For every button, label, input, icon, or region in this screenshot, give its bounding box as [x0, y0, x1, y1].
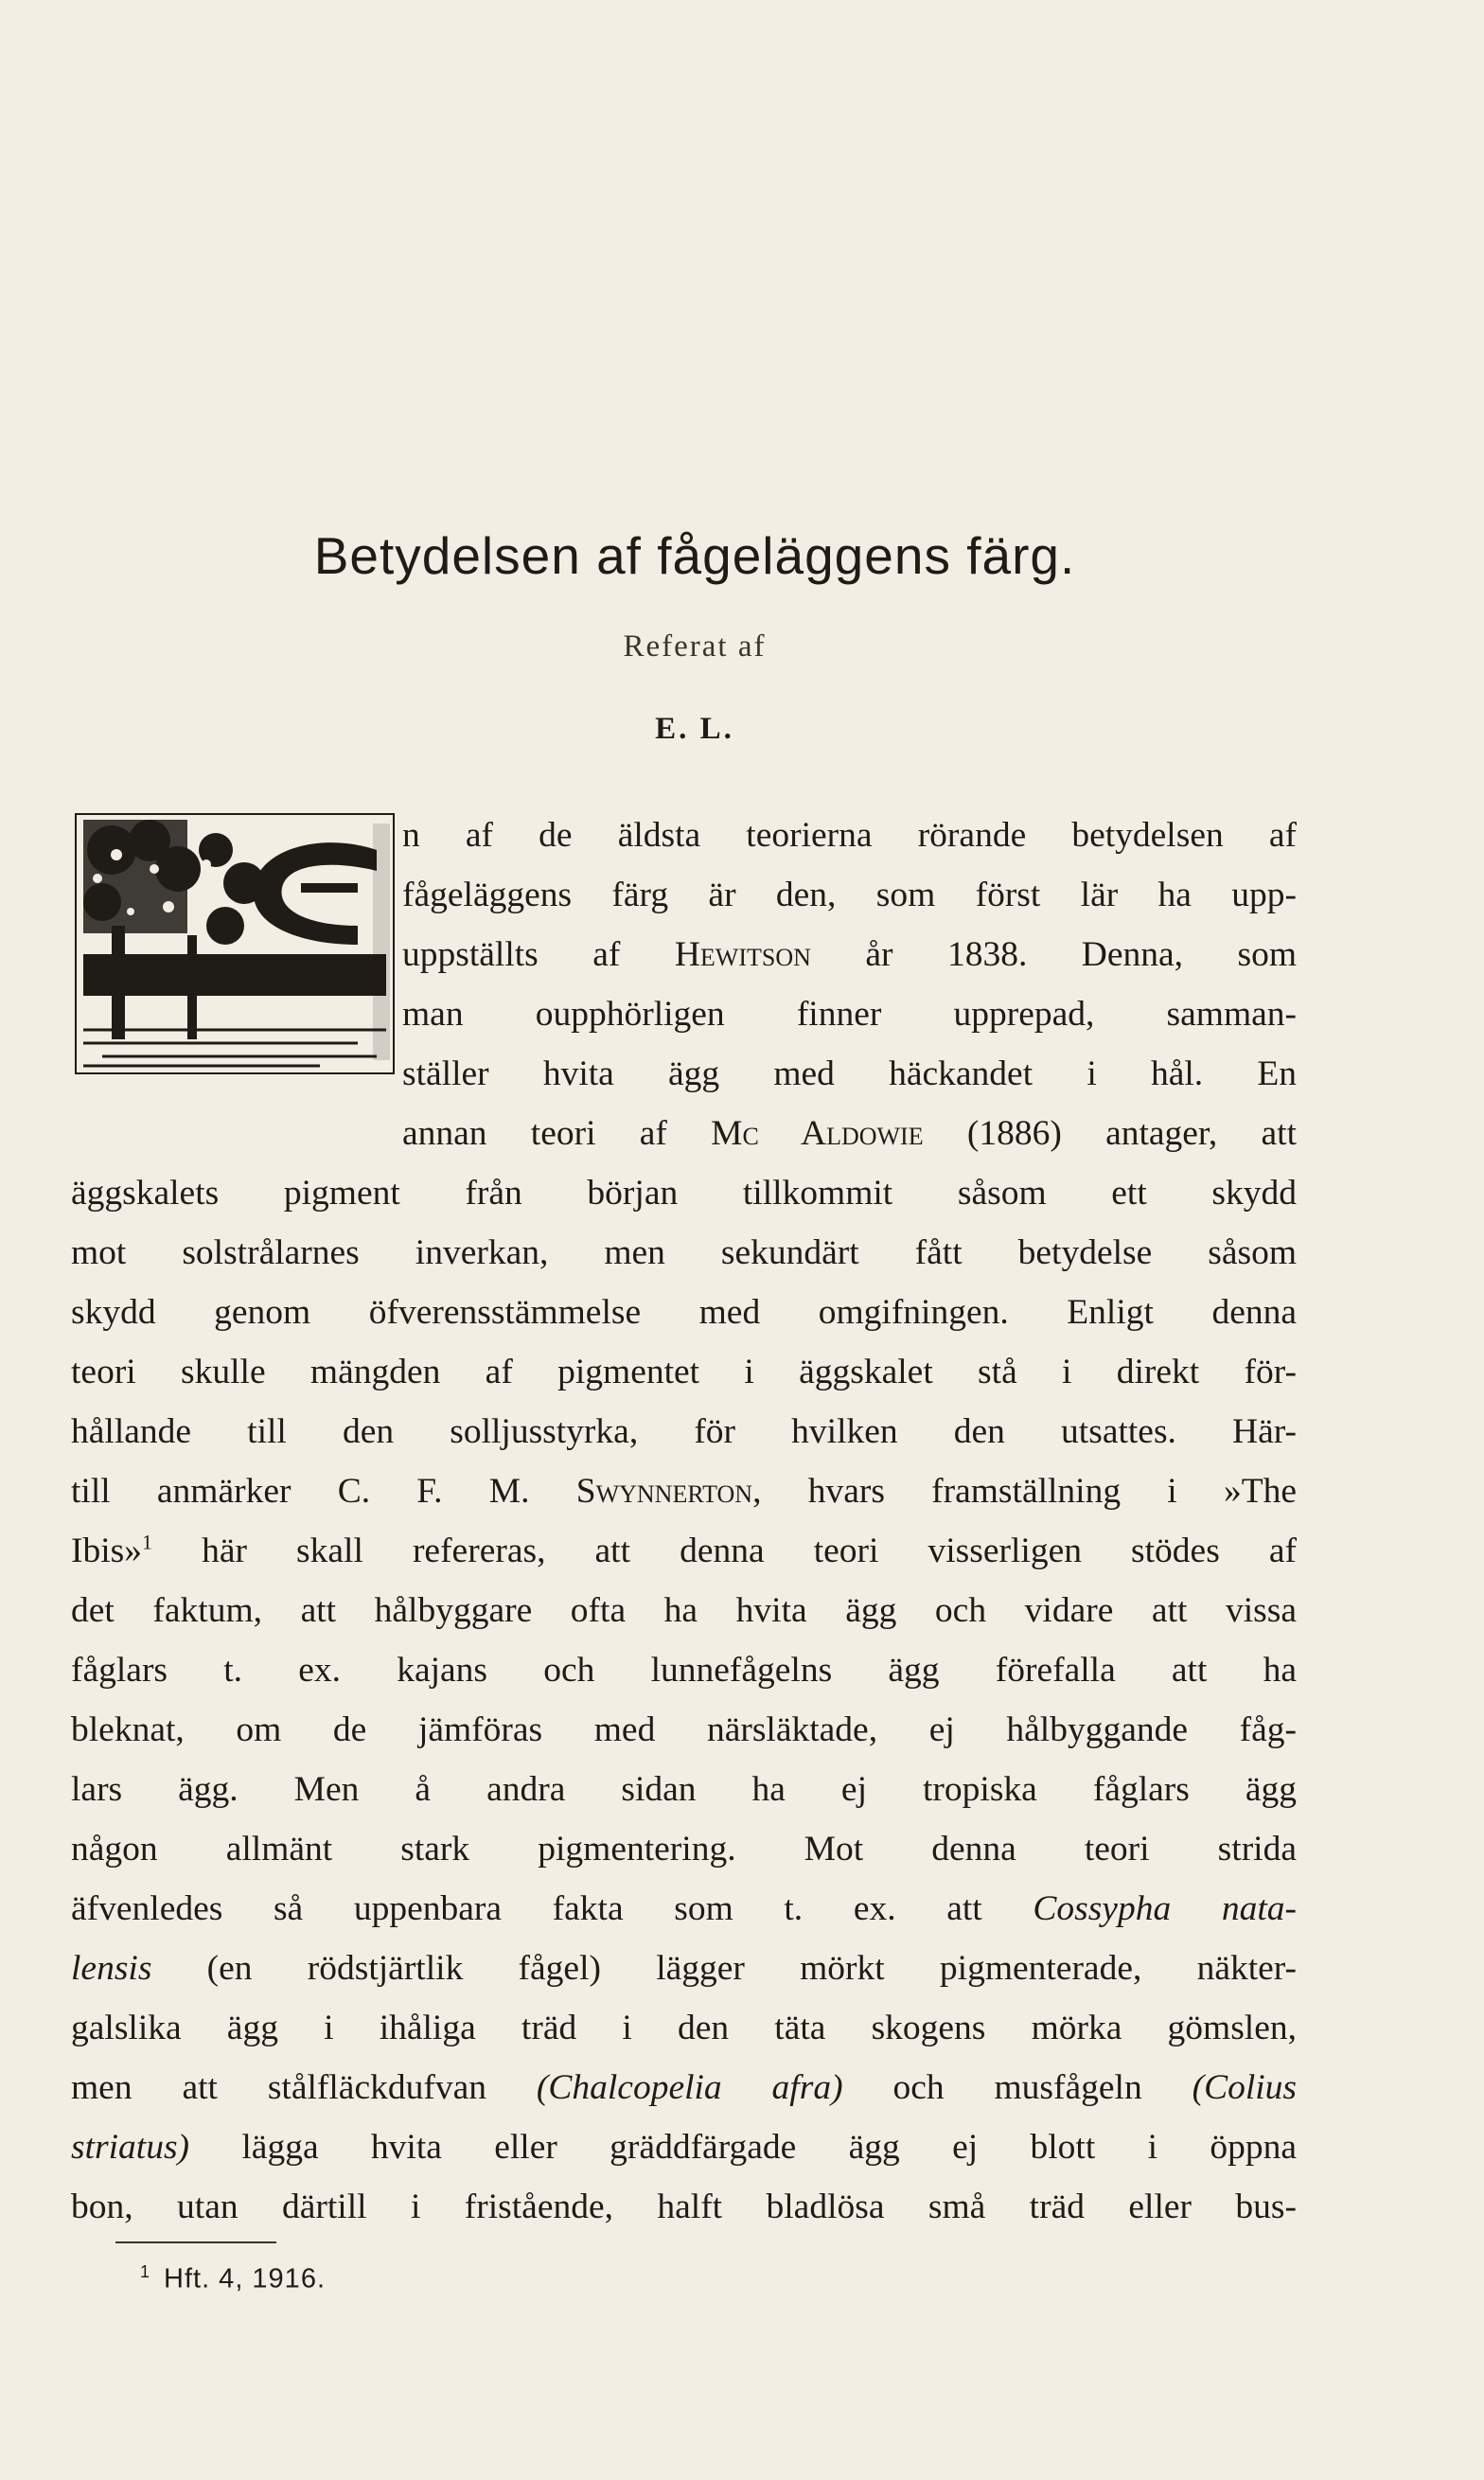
text-span: galslika ägg i ihåliga träd i den täta skogens mörka gömslen, — [71, 2009, 1297, 2047]
text-line — [71, 1704, 1297, 1757]
footnote-text: Hft. 4, 1916. — [164, 2263, 327, 2294]
footnote-reference: 1 — [142, 1530, 152, 1554]
text-span: uppställts af — [402, 935, 621, 974]
text-line — [71, 1585, 1297, 1638]
text-span: bleknat, om de jämföras med närsläktade, ej hålbyggande fåg- — [71, 1710, 1297, 1749]
text-line — [71, 1465, 1297, 1518]
text-span: Ibis» — [71, 1532, 142, 1570]
person-name: Swynnerton, — [575, 1472, 762, 1511]
text-line — [402, 869, 1297, 922]
text-span: (1886) antager, att — [966, 1114, 1298, 1153]
species-name: lensis — [71, 1949, 152, 1988]
text-line — [402, 988, 1297, 1041]
species-name: striatus) — [71, 2128, 190, 2167]
species-name: Cossypha nata- — [1033, 1889, 1297, 1928]
text-line — [71, 2062, 1297, 2115]
text-line — [71, 1763, 1297, 1816]
species-name: (Chalcopelia afra) — [536, 2068, 843, 2107]
text-line — [71, 2181, 1297, 2234]
text-line — [71, 1406, 1297, 1459]
text-span: fåglars t. ex. kajans och lunnefågelns ägg förefalla att ha — [71, 1651, 1297, 1690]
text-line — [71, 1346, 1297, 1399]
text-line — [71, 1167, 1297, 1220]
text-span: lägga hvita eller gräddfärgade ägg ej blott i öppna — [241, 2128, 1297, 2167]
text-span: hvars framställning i »The — [807, 1472, 1298, 1511]
text-span: år 1838. Denna, som — [865, 935, 1298, 974]
text-span: (en rödstjärtlik fågel) lägger mörkt pigmenterade, näkter- — [206, 1949, 1298, 1988]
text-span: äfvenledes så uppenbara fakta som t. ex. att — [71, 1889, 982, 1928]
text-span: det faktum, att hålbyggare ofta ha hvita ägg och vidare att vissa — [71, 1591, 1297, 1630]
article-subtitle: Referat af — [623, 629, 767, 664]
text-span: och musfågeln — [892, 2068, 1142, 2107]
text-span: bon, utan därtill i fristående, halft bladlösa små träd eller bus- — [71, 2188, 1297, 2226]
text-line — [402, 929, 1297, 982]
text-line — [71, 1525, 1297, 1578]
text-line — [71, 1227, 1297, 1280]
text-line — [402, 809, 1297, 862]
text-span: teori skulle mängden af pigmentet i äggskalet stå i direkt för- — [71, 1353, 1297, 1391]
footnote-divider — [115, 2241, 276, 2243]
text-line — [402, 1107, 1297, 1160]
article-author: E. L. — [655, 712, 734, 746]
text-line — [71, 1942, 1297, 1995]
text-line — [71, 1644, 1297, 1697]
text-span: skydd genom öfverensstämmelse med omgifningen. Enligt denna — [71, 1293, 1297, 1332]
person-name: Mc Aldowie — [711, 1114, 924, 1153]
text-line — [71, 2002, 1297, 2055]
article-title: Betydelsen af fågeläggens färg. — [313, 526, 1076, 585]
text-span: till anmärker C. F. M. — [71, 1472, 530, 1511]
text-span: äggskalets pigment från början tillkommit såsom ett skydd — [71, 1174, 1297, 1213]
text-span: man oupphörligen finner upprepad, samman- — [402, 995, 1297, 1034]
text-span: hållande till den solljusstyrka, för hvilken den utsattes. Här- — [71, 1412, 1297, 1451]
person-name: Hewitson — [674, 935, 811, 974]
footnote — [140, 2251, 326, 2300]
text-span: annan teori af — [402, 1114, 667, 1153]
text-span: lars ägg. Men å andra sidan ha ej tropiska fåglars ägg — [71, 1770, 1297, 1809]
text-span: någon allmänt stark pigmentering. Mot denna teori strida — [71, 1830, 1297, 1869]
text-line — [71, 2121, 1297, 2174]
text-line — [71, 1823, 1297, 1876]
text-span: men att stålfläckdufvan — [71, 2068, 486, 2107]
text-span: här skall refereras, att denna teori visserligen stödes af — [202, 1532, 1297, 1570]
text-span: ställer hvita ägg med häckandet i hål. En — [402, 1054, 1297, 1093]
text-span: fågeläggens färg är den, som först lär ha upp- — [402, 876, 1297, 914]
text-line — [71, 1286, 1297, 1339]
footnote-mark: 1 — [140, 2262, 151, 2281]
text-span: mot solstrålarnes inverkan, men sekundärt fått betydelse såsom — [71, 1233, 1297, 1272]
text-line — [71, 1883, 1297, 1936]
text-line — [402, 1048, 1297, 1101]
species-name: (Colius — [1192, 2068, 1298, 2107]
text-span: n af de äldsta teorierna rörande betydelsen af — [402, 816, 1297, 855]
